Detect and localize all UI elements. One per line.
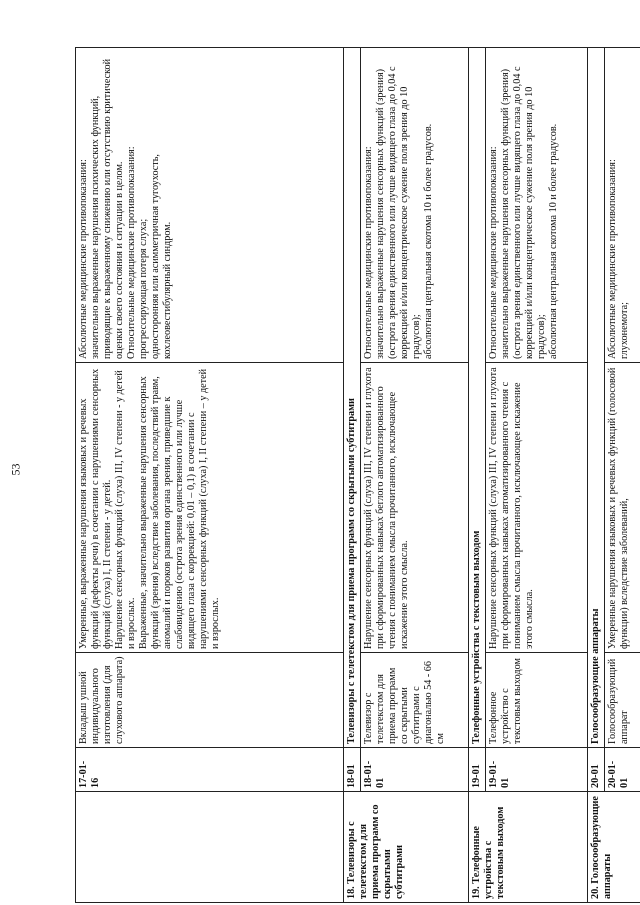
indications-cell: Умеренные нарушения языковых и речевых функций (голосовой функции) вследствие заболеваний, [605, 363, 640, 653]
section-code-cell: 20-01 [588, 748, 605, 792]
indications-cell: Умеренные, выраженные нарушения языковых и речевых функций (дефекты речи) в сочетании с нарушениями сенсорных функций (слуха) I, II степени - у детей. Нарушение сенсорных функций (слуха) III, IV степени - у детей и взрослых. Выраженные, значительно выраженные нарушения сенсорных функций (зрения) вследствие заболевания, последствий травм, аномалий и пороков развития органа зрения, приведшие к слабовидению (острота зрения единственного или лучше видящего глаза с коррекцией: 0,01 – 0,1) в сочетании с нарушениями сенсорных функций (слуха) I, II степени – у детей и взрослых. [76, 363, 344, 653]
name-cell: Голосообразующий аппарат [605, 653, 640, 748]
table-row [486, 48, 588, 903]
rotated-table-container [75, 48, 631, 903]
table-row [76, 48, 344, 903]
section-code-cell: 18-01 [344, 748, 361, 792]
section-row [344, 48, 361, 903]
indications-cell: Нарушение сенсорных функций (слуха) III, IV степени и глухота при сформированных навыках автоматизированного чтения с пониманием смысла прочитанного, исключающее искажение этого смысла. [486, 363, 588, 653]
group-cell: 19. Телефонные устройства с текстовым выходом [469, 792, 588, 903]
section-row [469, 48, 486, 903]
devices-table [75, 47, 640, 903]
code-cell: 20-01-01 [605, 748, 640, 792]
contraindications-cell: Абсолютные медицинские противопоказания: глухонемота; [605, 48, 640, 363]
table-row [605, 48, 640, 903]
name-cell: Телевизор с телетекстом для приема программ со скрытыми субтитрами с диагональю 54 - 66 см [361, 653, 469, 748]
group-cell: 18. Телевизоры с телетекстом для приема программ со скрытыми субтитрами [344, 792, 469, 903]
code-cell: 19-01-01 [486, 748, 588, 792]
table-row [361, 48, 469, 903]
group-cell: 20. Голосообразующие аппараты [588, 792, 640, 903]
section-code-cell: 19-01 [469, 748, 486, 792]
code-cell: 18-01-01 [361, 748, 469, 792]
name-cell: Вкладыш ушной индивидуального изготовления (для слухового аппарата) [76, 653, 344, 748]
contraindications-cell: Относительные медицинские противопоказания: значительно выраженные нарушения сенсорных функций (зрения) (острота зрения единственного или лучше видящего глаза до 0,04 с коррекцией и/или концентрическое сужение поля зрения до 10 градусов); абсолютная центральная скотома 10 и более градусов. [361, 48, 469, 363]
code-cell: 17-01-16 [76, 748, 344, 792]
contraindications-cell: Относительные медицинские противопоказания: значительно выраженные нарушения сенсорных функций (зрения) (острота зрения единственного или лучше видящего глаза до 0,04 с коррекцией и/или концентрическое сужение поля зрения до 10 градусов); абсолютная центральная скотома 10 и более градусов. [486, 48, 588, 363]
contraindications-cell: Абсолютные медицинские противопоказания: значительно выраженные нарушения психических функций, приводящие к выраженному снижению или отсутствию критической оценки своего состояния и ситуации в целом. Относительные медицинские противопоказания: прогрессирующая потеря слуха; односторонняя или асимметричная тугоухость, кохлеовестибулярный синдром. [76, 48, 344, 363]
section-title-cell: Голосообразующие аппараты [588, 48, 605, 748]
name-cell: Телефонное устройство с текстовым выходом [486, 653, 588, 748]
group-cell [76, 792, 344, 903]
section-row [588, 48, 605, 903]
section-title-cell: Телефонные устройства с текстовым выходом [469, 48, 486, 748]
section-title-cell: Телевизоры с телетекстом для приема программ со скрытыми субтитрами [344, 48, 361, 748]
page-number: 53 [8, 463, 23, 476]
indications-cell: Нарушение сенсорных функций (слуха) III, IV степени и глухота при сформированных навыках беглого автоматизированного чтения с пониманием смысла прочитанного, исключающее искажение этого смысла. [361, 363, 469, 653]
